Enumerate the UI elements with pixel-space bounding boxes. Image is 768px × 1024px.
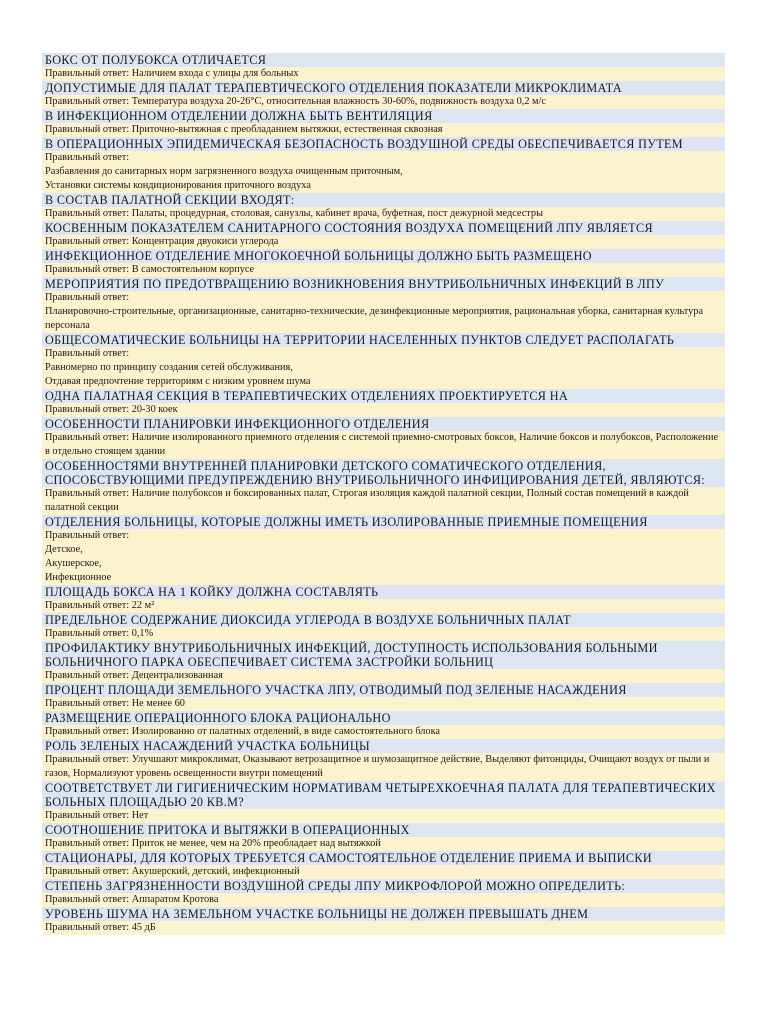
- qa-item: [42, 683, 725, 711]
- question-text: СТАЦИОНАРЫ, ДЛЯ КОТОРЫХ ТРЕБУЕТСЯ САМОСТОЯТЕЛЬНОЕ ОТДЕЛЕНИЕ ПРИЕМА И ВЫПИСКИ: [42, 851, 725, 865]
- question-text: УРОВЕНЬ ШУМА НА ЗЕМЕЛЬНОМ УЧАСТКЕ БОЛЬНИЦЫ НЕ ДОЛЖЕН ПРЕВЫШАТЬ ДНЕМ: [42, 907, 725, 921]
- answer-line: Правильный ответ: Приток не менее, чем на 20% преобладает над вытяжкой: [45, 838, 381, 849]
- question-text: СООТНОШЕНИЕ ПРИТОКА И ВЫТЯЖКИ В ОПЕРАЦИОННЫХ: [42, 823, 725, 837]
- question-text: ОДНА ПАЛАТНАЯ СЕКЦИЯ В ТЕРАПЕВТИЧЕСКИХ ОТДЕЛЕНИЯХ ПРОЕКТИРУЕТСЯ НА: [42, 389, 725, 403]
- answer-line: Правильный ответ: Наличием входа с улицы для больных: [45, 68, 299, 79]
- question-text: ОСОБЕННОСТИ ПЛАНИРОВКИ ИНФЕКЦИОННОГО ОТДЕЛЕНИЯ: [42, 417, 725, 431]
- question-text: ПРОФИЛАКТИКУ ВНУТРИБОЛЬНИЧНЫХ ИНФЕКЦИЙ, ДОСТУПНОСТЬ ИСПОЛЬЗОВАНИЯ БОЛЬНЫМИ БОЛЬНИЧНОГО ПАРКА ОБЕСПЕЧИВАЕТ СИСТЕМА ЗАСТРОЙКИ БОЛЬНИЦ: [42, 641, 725, 669]
- answer-line: Правильный ответ: Аппаратом Кротова: [45, 894, 219, 905]
- answer-block: [42, 529, 725, 585]
- qa-item: [42, 249, 725, 277]
- answer-line: Правильный ответ: Акушерский, детский, инфекционный: [45, 866, 300, 877]
- answer-line: Отдавая предпочтение территориям с низким уровнем шума: [45, 376, 311, 387]
- qa-item: [42, 53, 725, 81]
- answer-block: [42, 207, 725, 221]
- answer-line: Правильный ответ: Не менее 60: [45, 698, 185, 709]
- answer-block: [42, 921, 725, 935]
- qa-item: [42, 459, 725, 515]
- answer-line: Акушерское,: [45, 558, 102, 569]
- qa-item: [42, 711, 725, 739]
- answer-line: Правильный ответ: Приточно-вытяжная с преобладанием вытяжки, естественная сквозная: [45, 124, 443, 135]
- answer-line: Правильный ответ:: [45, 530, 130, 541]
- question-text: СТЕПЕНЬ ЗАГРЯЗНЕННОСТИ ВОЗДУШНОЙ СРЕДЫ ЛПУ МИКРОФЛОРОЙ МОЖНО ОПРЕДЕЛИТЬ:: [42, 879, 725, 893]
- qa-item: [42, 781, 725, 823]
- answer-line: Разбавления до санитарных норм загрязненного воздуха очищенным приточным,: [45, 166, 403, 177]
- qa-item: [42, 417, 725, 459]
- answer-block: [42, 865, 725, 879]
- question-text: БОКС ОТ ПОЛУБОКСА ОТЛИЧАЕТСЯ: [42, 53, 725, 67]
- answer-line: Правильный ответ: Улучшают микроклимат, Оказывают ветрозащитное и шумозащитное действие, Выделяют фитонциды, Очищают воздух от пыли и газов, Нормализуют уровень освещенности внутри помещений: [45, 754, 710, 779]
- answer-block: [42, 95, 725, 109]
- answer-line: Правильный ответ: 45 дБ: [45, 922, 156, 933]
- answer-line: Правильный ответ: Палаты, процедурная, столовая, санузлы, кабинет врача, буфетная, пост дежурной медсестры: [45, 208, 543, 219]
- answer-block: [42, 123, 725, 137]
- answer-block: [42, 599, 725, 613]
- qa-item: [42, 515, 725, 585]
- question-text: ПРЕДЕЛЬНОЕ СОДЕРЖАНИЕ ДИОКСИДА УГЛЕРОДА В ВОЗДУХЕ БОЛЬНИЧНЫХ ПАЛАТ: [42, 613, 725, 627]
- qa-item: [42, 613, 725, 641]
- qa-item: [42, 137, 725, 193]
- answer-block: [42, 263, 725, 277]
- answer-block: [42, 809, 725, 823]
- qa-item: [42, 879, 725, 907]
- answer-line: Правильный ответ: Наличие изолированного приемного отделения с системой приемно-смотровых боксов, Наличие боксов и полубоксов, Расположение в отдельно стоящем здании: [45, 432, 719, 457]
- answer-block: [42, 725, 725, 739]
- answer-block: [42, 67, 725, 81]
- qa-item: [42, 907, 725, 935]
- answer-block: [42, 893, 725, 907]
- qa-item: [42, 221, 725, 249]
- question-text: ДОПУСТИМЫЕ ДЛЯ ПАЛАТ ТЕРАПЕВТИЧЕСКОГО ОТДЕЛЕНИЯ ПОКАЗАТЕЛИ МИКРОКЛИМАТА: [42, 81, 725, 95]
- answer-block: [42, 837, 725, 851]
- question-text: МЕРОПРИЯТИЯ ПО ПРЕДОТВРАЩЕНИЮ ВОЗНИКНОВЕНИЯ ВНУТРИБОЛЬНИЧНЫХ ИНФЕКЦИЙ В ЛПУ: [42, 277, 725, 291]
- answer-block: [42, 431, 725, 459]
- answer-line: Правильный ответ: Изолированно от палатных отделений, в виде самостоятельного блока: [45, 726, 441, 737]
- answer-block: [42, 347, 725, 389]
- answer-line: Правильный ответ: 0,1%: [45, 628, 154, 639]
- answer-block: [42, 235, 725, 249]
- answer-line: Равномерно по принципу создания сетей обслуживания,: [45, 362, 293, 373]
- qa-item: [42, 585, 725, 613]
- qa-item: [42, 81, 725, 109]
- answer-line: Правильный ответ: Температура воздуха 20-26°С, относительная влажность 30-60%, подвижность воздуха 0,2 м/с: [45, 96, 546, 107]
- answer-line: Правильный ответ: Концентрация двуокиси углерода: [45, 236, 279, 247]
- qa-item: [42, 333, 725, 389]
- question-text: ОТДЕЛЕНИЯ БОЛЬНИЦЫ, КОТОРЫЕ ДОЛЖНЫ ИМЕТЬ ИЗОЛИРОВАННЫЕ ПРИЕМНЫЕ ПОМЕЩЕНИЯ: [42, 515, 725, 529]
- question-text: РАЗМЕЩЕНИЕ ОПЕРАЦИОННОГО БЛОКА РАЦИОНАЛЬНО: [42, 711, 725, 725]
- answer-line: Детское,: [45, 544, 83, 555]
- answer-line: Правильный ответ: 20-30 коек: [45, 404, 178, 415]
- question-text: ОСОБЕННОСТЯМИ ВНУТРЕННЕЙ ПЛАНИРОВКИ ДЕТСКОГО СОМАТИЧЕСКОГО ОТДЕЛЕНИЯ, СПОСОБСТВУЮЩИМИ ПРЕДУПРЕЖДЕНИЮ ВНУТРИБОЛЬНИЧНОГО ИНФИЦИРОВАНИЯ ДЕТЕЙ, ЯВЛЯЮТСЯ:: [42, 459, 725, 487]
- question-text: В ОПЕРАЦИОННЫХ ЭПИДЕМИЧЕСКАЯ БЕЗОПАСНОСТЬ ВОЗДУШНОЙ СРЕДЫ ОБЕСПЕЧИВАЕТСЯ ПУТЕМ: [42, 137, 725, 151]
- question-text: ОБЩЕСОМАТИЧЕСКИЕ БОЛЬНИЦЫ НА ТЕРРИТОРИИ НАСЕЛЕННЫХ ПУНКТОВ СЛЕДУЕТ РАСПОЛАГАТЬ: [42, 333, 725, 347]
- question-text: ПРОЦЕНТ ПЛОЩАДИ ЗЕМЕЛЬНОГО УЧАСТКА ЛПУ, ОТВОДИМЫЙ ПОД ЗЕЛЕНЫЕ НАСАЖДЕНИЯ: [42, 683, 725, 697]
- qa-item: [42, 851, 725, 879]
- question-text: В ИНФЕКЦИОННОМ ОТДЕЛЕНИИ ДОЛЖНА БЫТЬ ВЕНТИЛЯЦИЯ: [42, 109, 725, 123]
- answer-block: [42, 669, 725, 683]
- answer-block: [42, 403, 725, 417]
- answer-line: Правильный ответ: В самостоятельном корпусе: [45, 264, 255, 275]
- answer-line: Правильный ответ: Наличие полубоксов и боксированных палат, Строгая изоляция каждой палатной секции, Полный состав помещений в каждой палатной секции: [45, 488, 689, 513]
- answer-block: [42, 697, 725, 711]
- answer-block: [42, 753, 725, 781]
- answer-line: Инфекционное: [45, 572, 112, 583]
- answer-line: Планировочно-строительные, организационные, санитарно-технические, дезинфекционные мероприятия, рациональная уборка, санитарная культура персонала: [45, 306, 704, 331]
- answer-block: [42, 151, 725, 193]
- qa-item: [42, 641, 725, 683]
- qa-item: [42, 109, 725, 137]
- answer-line: Установки системы кондиционирования приточного воздуха: [45, 180, 311, 191]
- qa-document: [42, 53, 725, 935]
- qa-item: [42, 739, 725, 781]
- answer-line: Правильный ответ:: [45, 292, 130, 303]
- qa-item: [42, 277, 725, 333]
- answer-block: [42, 627, 725, 641]
- question-text: СООТВЕТСТВУЕТ ЛИ ГИГИЕНИЧЕСКИМ НОРМАТИВАМ ЧЕТЫРЕХКОЕЧНАЯ ПАЛАТА ДЛЯ ТЕРАПЕВТИЧЕСКИХ БОЛЬНЫХ ПЛОЩАДЬЮ 20 КВ.М?: [42, 781, 725, 809]
- question-text: ИНФЕКЦИОННОЕ ОТДЕЛЕНИЕ МНОГОКОЕЧНОЙ БОЛЬНИЦЫ ДОЛЖНО БЫТЬ РАЗМЕЩЕНО: [42, 249, 725, 263]
- answer-line: Правильный ответ: Децентрализованная: [45, 670, 223, 681]
- answer-line: Правильный ответ:: [45, 348, 130, 359]
- qa-item: [42, 193, 725, 221]
- answer-block: [42, 487, 725, 515]
- question-text: ПЛОЩАДЬ БОКСА НА 1 КОЙКУ ДОЛЖНА СОСТАВЛЯТЬ: [42, 585, 725, 599]
- answer-line: Правильный ответ: 22 м²: [45, 600, 155, 611]
- answer-line: Правильный ответ:: [45, 152, 130, 163]
- question-text: КОСВЕННЫМ ПОКАЗАТЕЛЕМ САНИТАРНОГО СОСТОЯНИЯ ВОЗДУХА ПОМЕЩЕНИЙ ЛПУ ЯВЛЯЕТСЯ: [42, 221, 725, 235]
- qa-item: [42, 823, 725, 851]
- question-text: В СОСТАВ ПАЛАТНОЙ СЕКЦИИ ВХОДЯТ:: [42, 193, 725, 207]
- answer-block: [42, 291, 725, 333]
- question-text: РОЛЬ ЗЕЛЕНЫХ НАСАЖДЕНИЙ УЧАСТКА БОЛЬНИЦЫ: [42, 739, 725, 753]
- answer-line: Правильный ответ: Нет: [45, 810, 149, 821]
- qa-item: [42, 389, 725, 417]
